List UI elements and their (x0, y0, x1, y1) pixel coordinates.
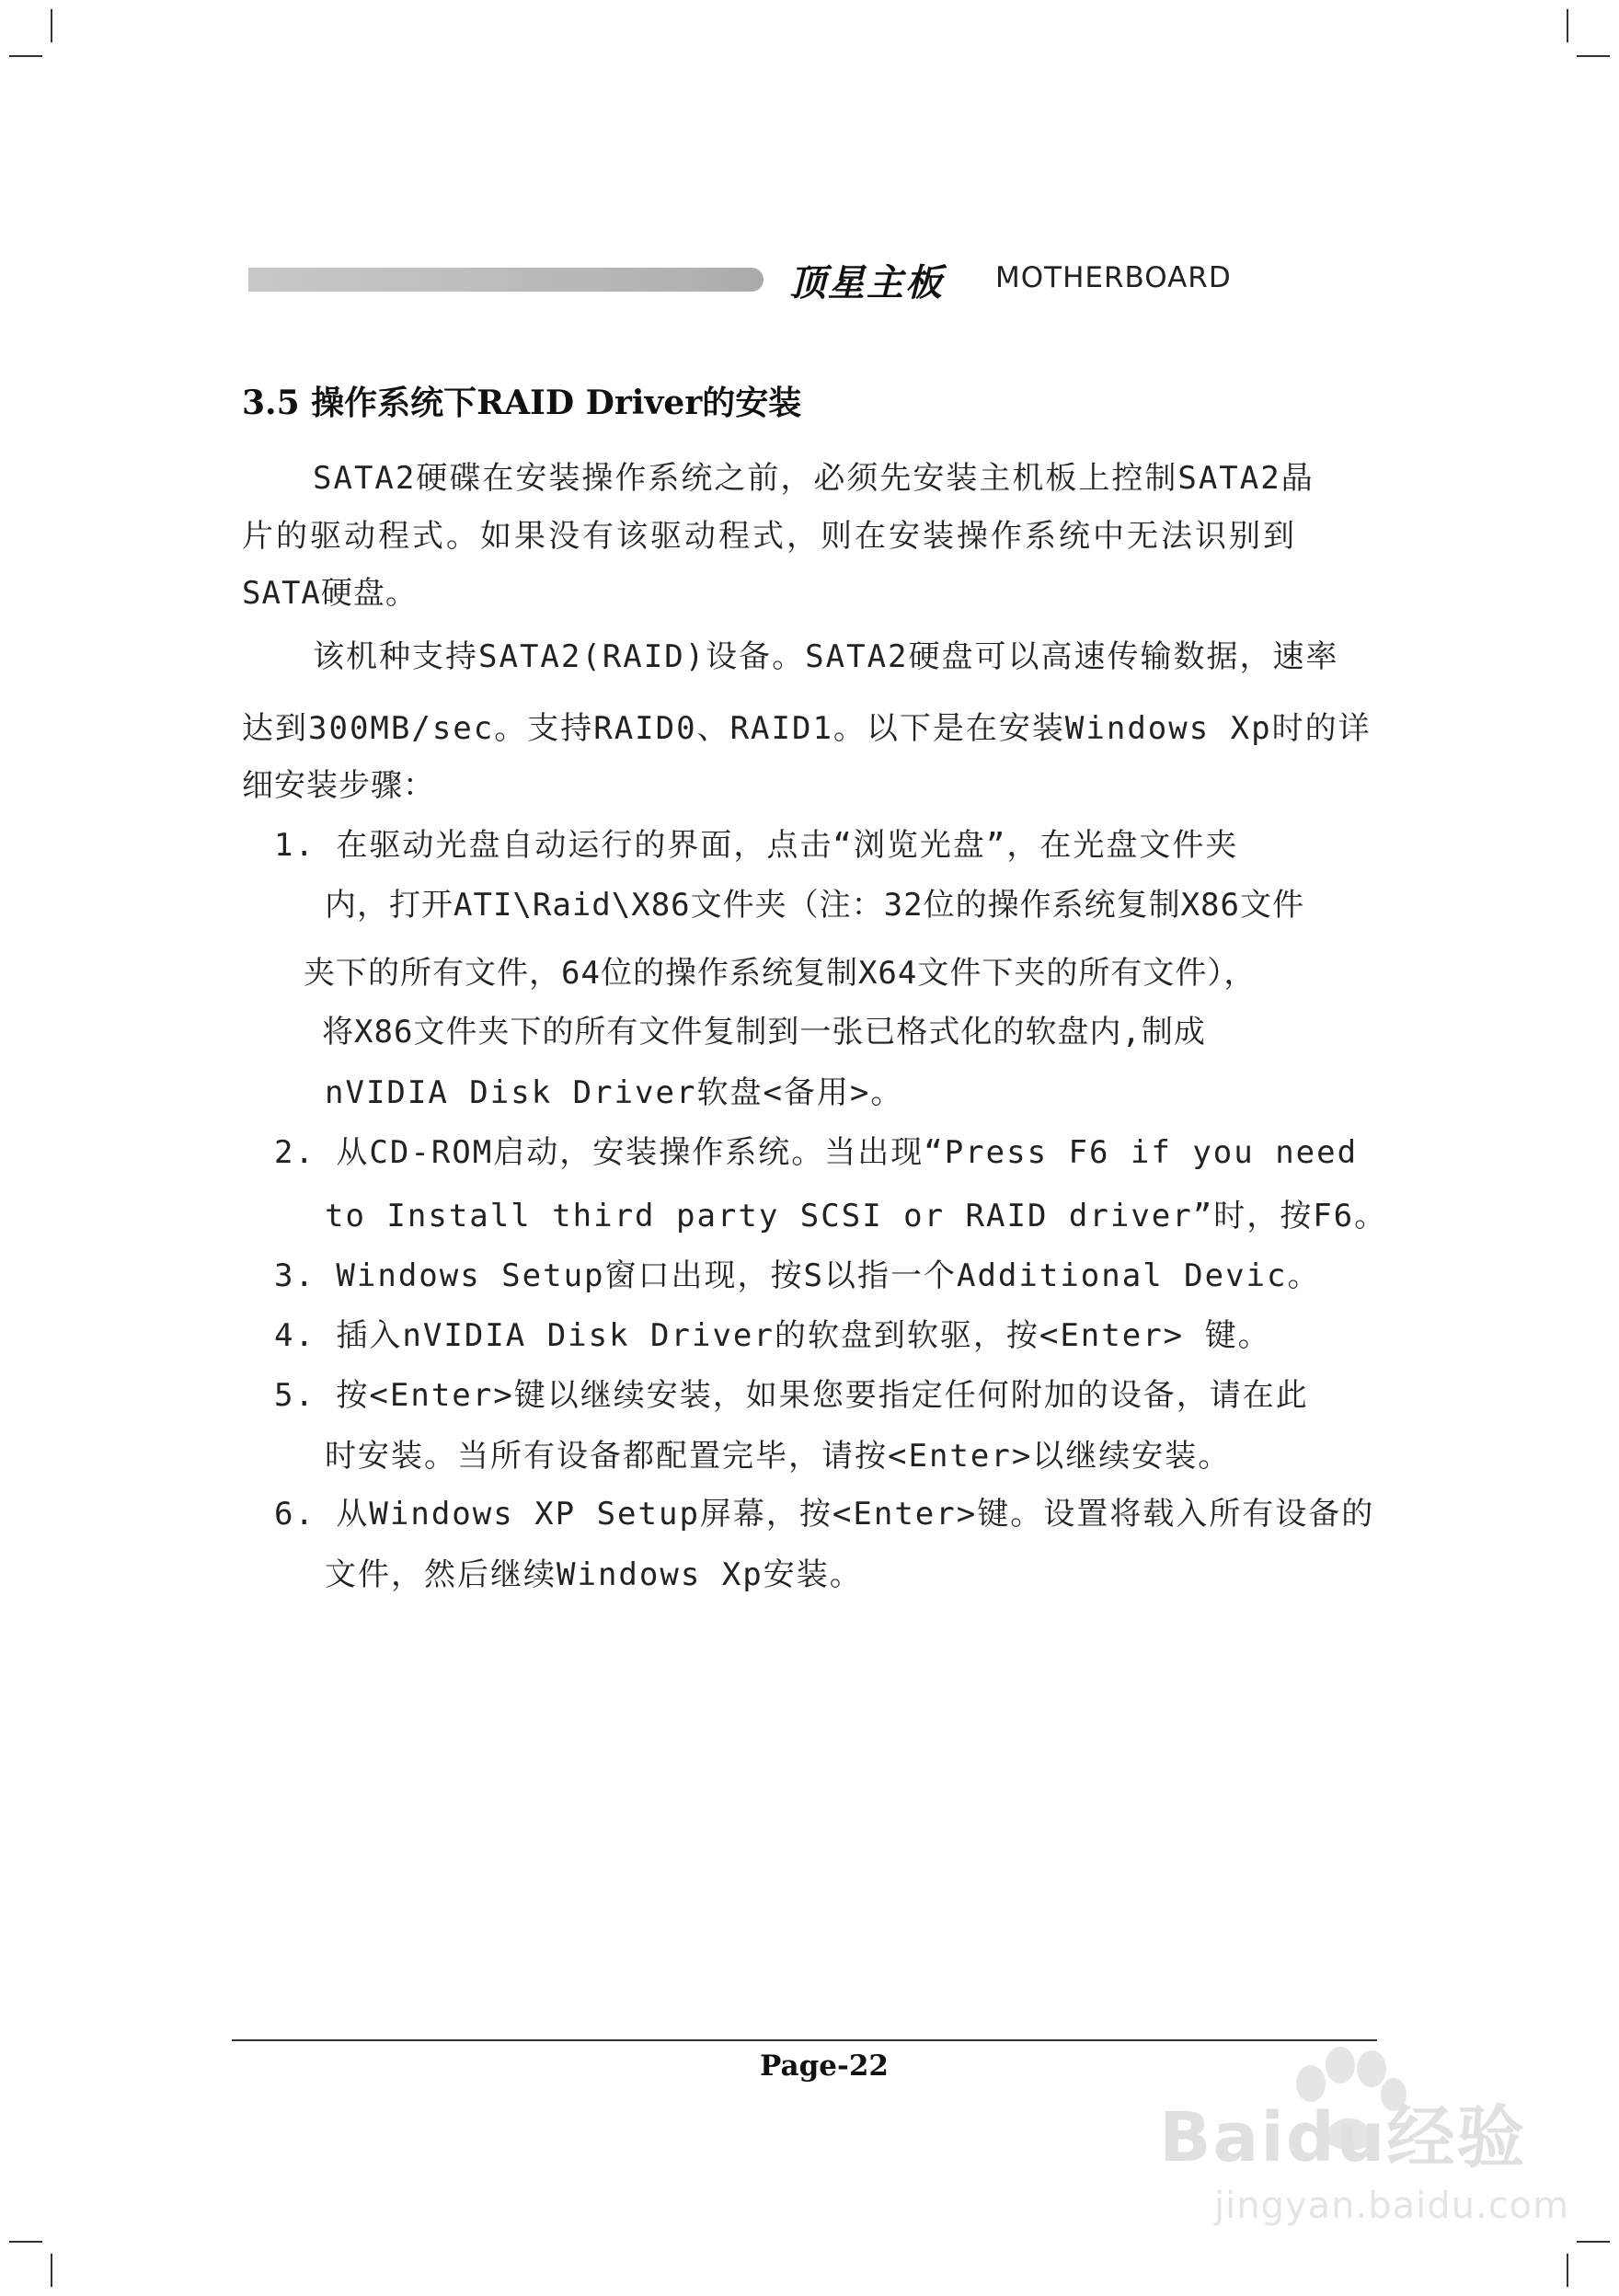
step-1-line: 夹下的所有文件，64位的操作系统复制X64文件下夹的所有文件）， (304, 955, 1257, 992)
step-6-line: 6. 从Windows XP Setup屏幕，按<Enter>键。设置将载入所有设备的 (274, 1496, 1375, 1533)
paragraph-line: SATA硬盘。 (242, 575, 418, 612)
step-1-line: 1. 在驱动光盘自动运行的界面，点击“浏览光盘”，在光盘文件夹 (274, 827, 1239, 864)
step-1-line: 内，打开ATI\Raid\X86文件夹（注：32位的操作系统复制X86文件 (325, 887, 1304, 924)
watermark-logo-text: Baidu经验 (1159, 2098, 1527, 2177)
step-5-line: 5. 按<Enter>键以继续安装，如果您要指定任何附加的设备，请在此 (274, 1377, 1309, 1414)
section-title: 3.5 操作系统下RAID Driver的安装 (242, 384, 802, 422)
step-5-line: 时安装。当所有设备都配置完毕，请按<Enter>以继续安装。 (325, 1438, 1232, 1475)
brand-name-en: MOTHERBOARD (995, 261, 1232, 294)
step-4-line: 4. 插入nVIDIA Disk Driver的软盘到软驱，按<Enter> 键。 (274, 1317, 1271, 1354)
crop-mark (51, 2254, 52, 2287)
paragraph-line: 片的驱动程式。如果没有该驱动程式，则在安装操作系统中无法识别到 (242, 518, 1297, 555)
step-1-line: 将X86文件夹下的所有文件复制到一张已格式化的软盘内,制成 (322, 1014, 1206, 1050)
baidu-watermark (1150, 2047, 1570, 2258)
crop-mark (1577, 2241, 1610, 2243)
paragraph-line: 该机种支持SATA2(RAID)设备。SATA2硬盘可以高速传输数据，速率 (313, 638, 1339, 675)
step-1-line: nVIDIA Disk Driver软盘<备用>。 (325, 1074, 904, 1111)
crop-mark (1577, 55, 1610, 57)
brand-name-cn: 顶星主板 (789, 262, 944, 304)
crop-mark (51, 9, 52, 42)
crop-mark (9, 2241, 42, 2243)
crop-mark (9, 55, 42, 57)
step-3-line: 3. Windows Setup窗口出现，按S以指一个Additional Devic。 (274, 1257, 1321, 1294)
paragraph-line: 达到300MB/sec。支持RAID0、RAID1。以下是在安装Windows Xp时的详 (242, 710, 1372, 747)
paragraph-line: 细安装步骤： (242, 767, 435, 804)
header-bar (248, 268, 764, 292)
crop-mark (1567, 9, 1568, 42)
step-2-line: to Install third party SCSI or RAID driver”时，按F6。 (325, 1198, 1388, 1234)
footer-rule (232, 2039, 1377, 2041)
step-6-line: 文件，然后继续Windows Xp安装。 (325, 1556, 863, 1593)
step-2-line: 2. 从CD-ROM启动，安装操作系统。当出现“Press F6 if you need (274, 1134, 1359, 1171)
page-number: Page-22 (760, 2049, 889, 2083)
crop-mark (1567, 2254, 1568, 2287)
paragraph-line: SATA2硬碟在安装操作系统之前，必须先安装主机板上控制SATA2晶 (313, 460, 1315, 497)
watermark-url: jingyan.baidu.com (1214, 2185, 1570, 2227)
